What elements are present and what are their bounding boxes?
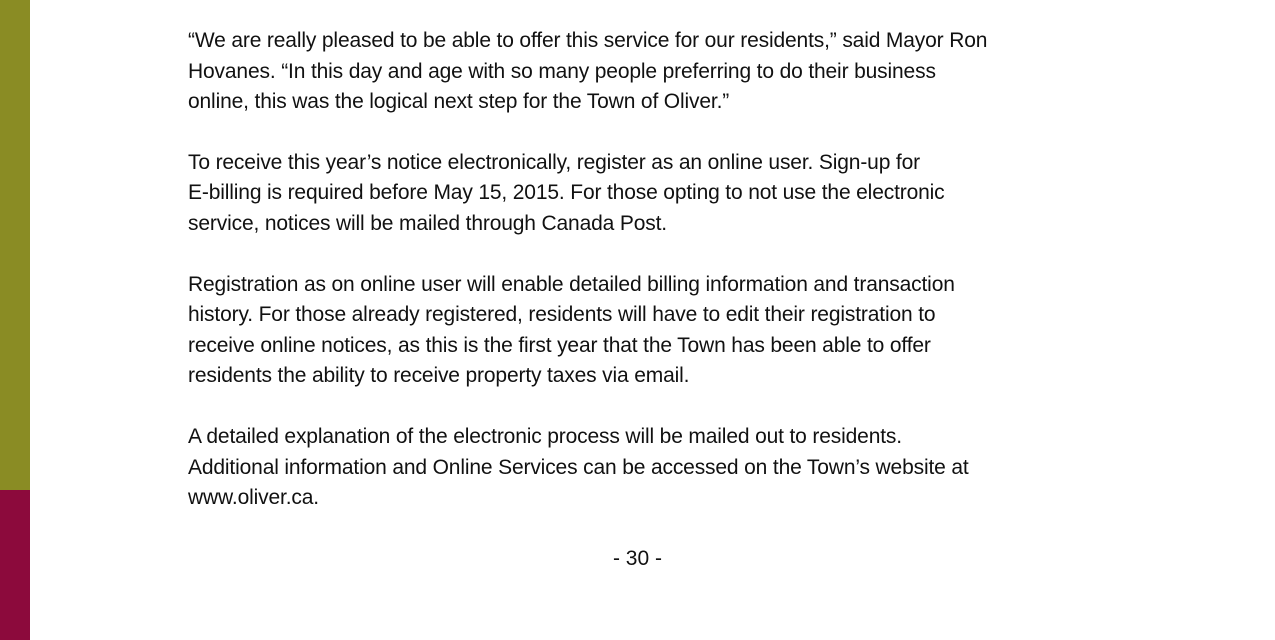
text-line: A detailed explanation of the electronic process will be mailed out to residents.: [188, 424, 902, 448]
text-line: Registration as on online user will enable detailed billing information and transaction: [188, 272, 955, 296]
text-line: residents the ability to receive property taxes via email.: [188, 364, 690, 388]
text-line: Additional information and Online Services can be accessed on the Town’s website at: [188, 455, 969, 479]
paragraph-mayor-quote: [188, 26, 1108, 118]
text-line: receive online notices, as this is the first year that the Town has been able to offer: [188, 333, 931, 357]
text-line: To receive this year’s notice electronically, register as an online user. Sign-up for: [188, 150, 920, 174]
document-body: [188, 26, 1108, 514]
text-line: Hovanes. “In this day and age with so many people preferring to do their business: [188, 59, 936, 83]
text-line: service, notices will be mailed through Canada Post.: [188, 211, 667, 235]
text-line: “We are really pleased to be able to offer this service for our residents,” said Mayor Ron: [188, 29, 988, 52]
paragraph-additional-info: [188, 422, 1108, 514]
page-number: - 30 -: [612, 547, 662, 570]
text-line: online, this was the logical next step for the Town of Oliver.”: [188, 90, 730, 114]
paragraph-e-billing-signup: [188, 148, 1108, 240]
paragraph-registration: [188, 270, 1108, 392]
side-bar-olive-segment: [0, 0, 30, 490]
text-line: www.oliver.ca.: [188, 486, 319, 510]
text-line: E-billing is required before May 15, 2015. For those opting to not use the electronic: [188, 181, 945, 205]
text-line: history. For those already registered, residents will have to edit their registration to: [188, 303, 936, 327]
